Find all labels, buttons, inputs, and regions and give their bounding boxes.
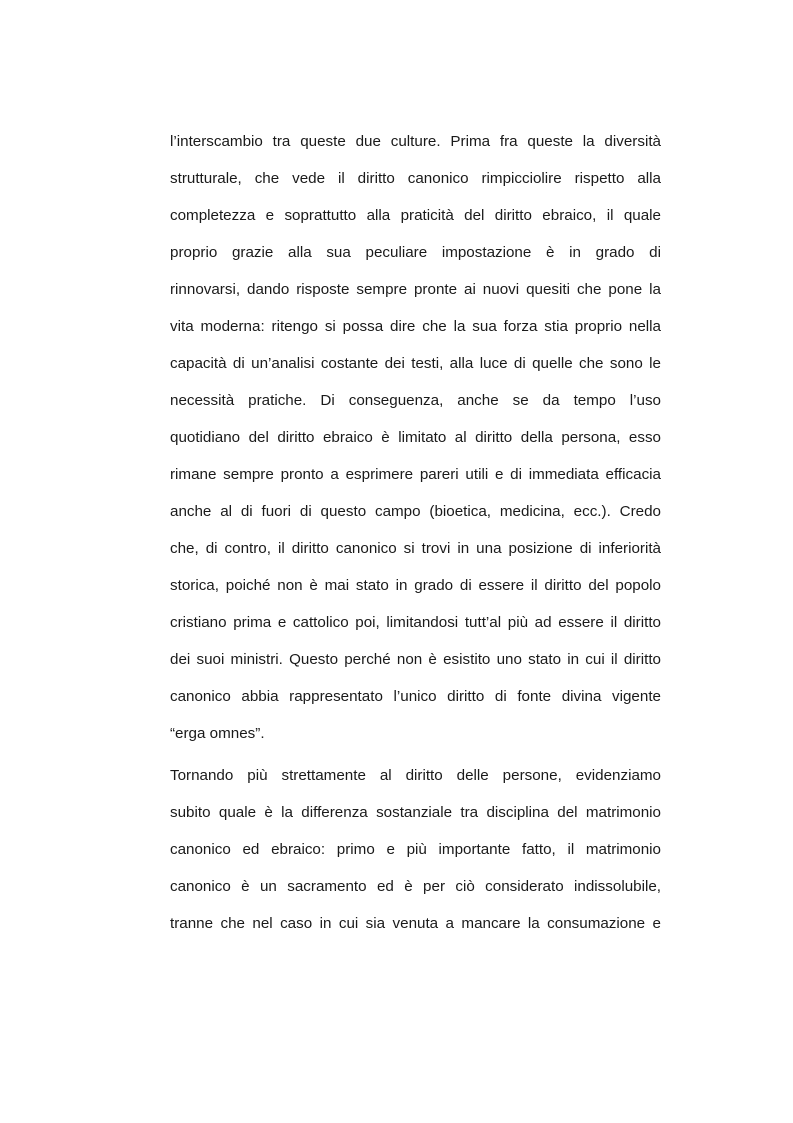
text-line: cristiano prima e cattolico poi, limitandosi tutt’al più ad essere il diritto [170,614,661,631]
text-line: rimane sempre pronto a esprimere pareri utili e di immediata efficacia [170,466,661,483]
text-line: storica, poiché non è mai stato in grado di essere il diritto del popolo [170,577,661,594]
text-line: capacità di un’analisi costante dei testi, alla luce di quelle che sono le [170,355,661,372]
text-line: canonico abbia rappresentato l’unico diritto di fonte divina vigente [170,688,661,705]
text-line: proprio grazie alla sua peculiare impostazione è in grado di [170,244,661,261]
paragraph [170,765,661,950]
text-line: strutturale, che vede il diritto canonico rimpicciolire rispetto alla [170,170,661,187]
text-line: l’interscambio tra queste due culture. Prima fra queste la diversità [170,133,661,150]
text-line: tranne che nel caso in cui sia venuta a mancare la consumazione e [170,915,661,932]
text-line: quotidiano del diritto ebraico è limitato al diritto della persona, esso [170,429,661,446]
text-line: rinnovarsi, dando risposte sempre pronte ai nuovi quesiti che pone la [170,281,661,298]
text-line: anche al di fuori di questo campo (bioetica, medicina, ecc.). Credo [170,503,661,520]
text-line: subito quale è la differenza sostanziale tra disciplina del matrimonio [170,804,661,821]
paragraph [170,131,661,760]
text-line: canonico è un sacramento ed è per ciò considerato indissolubile, [170,878,661,895]
text-line: “erga omnes”. [170,725,265,742]
text-line: necessità pratiche. Di conseguenza, anche se da tempo l’uso [170,392,661,409]
text-line: Tornando più strettamente al diritto delle persone, evidenziamo [170,767,661,784]
text-line: completezza e soprattutto alla praticità del diritto ebraico, il quale [170,207,661,224]
text-line: dei suoi ministri. Questo perché non è esistito uno stato in cui il diritto [170,651,661,668]
text-line: canonico ed ebraico: primo e più importante fatto, il matrimonio [170,841,661,858]
text-line: vita moderna: ritengo si possa dire che la sua forza stia proprio nella [170,318,661,335]
text-line: che, di contro, il diritto canonico si trovi in una posizione di inferiorità [170,540,661,557]
